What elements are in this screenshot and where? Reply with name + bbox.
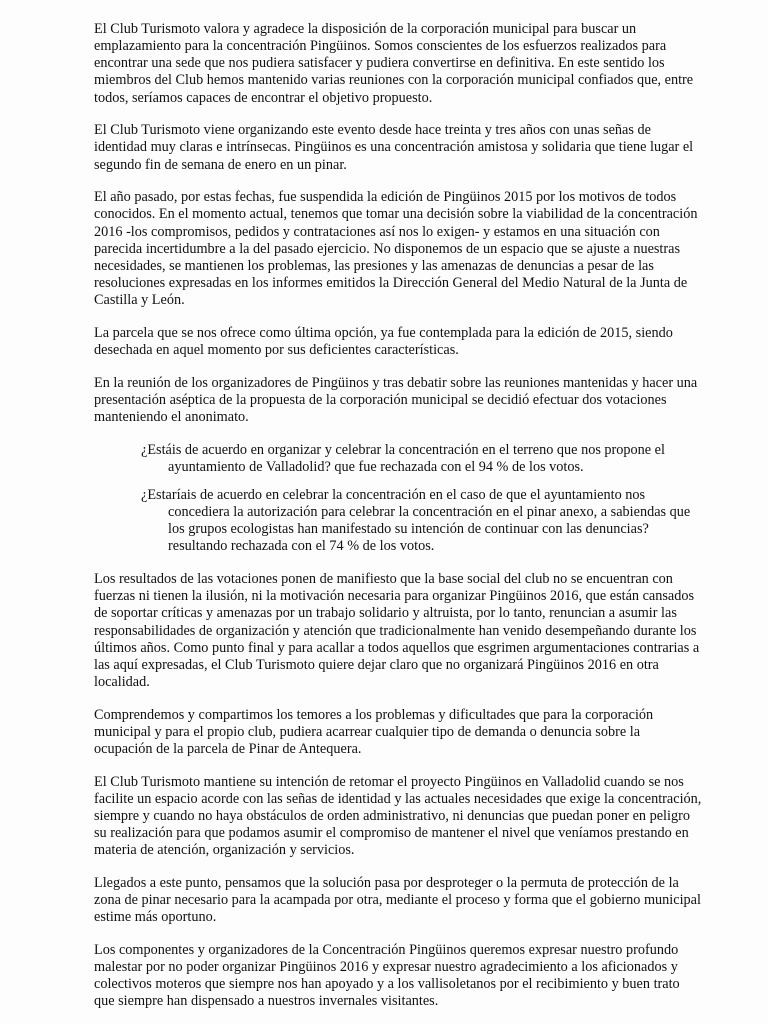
vote-question-2: ¿Estaríais de acuerdo en celebrar la concentración en el caso de que el ayuntamiento nos concediera la autorización para celebrar la concentración en el pinar anexo, a sabiendas que los grupos ecologistas han manifestado su intención de continuar con las denuncias? resultando rechazada con el 74 % de los votos.	[141, 486, 691, 555]
paragraph-vote-results: Los resultados de las votaciones ponen de manifiesto que la base social del club no se encuentran con fuerzas ni tienen la ilusión, ni la motivación necesaria para organizar Pingüinos 2016, que están cansados de soportar críticas y amenazas por un trabajo solidario y altruista, por lo tanto, renuncian a asumir las responsabilidades de organización y atención que tradicionalmente han venido desempeñando durante los últimos años. Como punto final y para acallar a todos aquellos que esgrimen argumentaciones contrarias a las aquí expresadas, el Club Turismoto quiere dejar claro que no organizará Pingüinos 2016 en otra localidad.	[94, 571, 700, 690]
paragraph-closing-thanks: Los componentes y organizadores de la Concentración Pingüinos queremos expresar nuestro profundo malestar por no poder organizar Pingüinos 2016 y expresar nuestro agradecimiento a los aficionados y colectivos moteros que siempre nos han apoyado y a los vallisoletanos por el recibimiento y buen trato que siempre han dispensado a nuestros invernales visitantes.	[94, 941, 680, 1010]
paragraph-shared-concerns: Comprendemos y compartimos los temores a los problemas y dificultades que para la corporación municipal y para el propio club, pudiera acarrear cualquier tipo de demanda o denuncia sobre la ocupación de la parcela de Pinar de Antequera.	[94, 706, 654, 757]
paragraph-proposed-solution: Llegados a este punto, pensamos que la solución pasa por desproteger o la permuta de protección de la zona de pinar necesario para la acampada por otra, mediante el proceso y forma que el gobierno municipal estime más oportuno.	[94, 874, 701, 926]
paragraph-future-intention: El Club Turismoto mantiene su intención de retomar el proyecto Pingüinos en Valladolid cuando se nos facilite un espacio acorde con las señas de identidad y las actuales necesidades que exige la concentración, siempre y cuando no haya obstáculos de orden administrativo, ni denuncias que puedan poner en peligro su realización para que podamos asumir el compromiso de mantener el nivel que veníamos prestando en materia de atención, organización y servicios.	[94, 773, 702, 859]
paragraph-club-history: El Club Turismoto viene organizando este evento desde hace treinta y tres años con unas señas de identidad muy claras e intrínsecas. Pingüinos es una concentración amistosa y solidaria que tiene lugar el segundo fin de semana de enero en un pinar.	[94, 122, 694, 173]
vote-question-1: ¿Estáis de acuerdo en organizar y celebrar la concentración en el terreno que nos propone el ayuntamiento de Valladolid? que fue rechazada con el 94 % de los votos.	[141, 441, 665, 475]
paragraph-gratitude: El Club Turismoto valora y agradece la disposición de la corporación municipal para buscar un emplazamiento para la concentración Pingüinos. Somos conscientes de los esfuerzos realizados para encontrar una sede que nos pudiera satisfacer y pudiera convertirse en definitiva. En este sentido los miembros del Club hemos mantenido varias reuniones con la corporación municipal confiados que, entre todos, seríamos capaces de encontrar el objetivo propuesto.	[94, 21, 694, 106]
paragraph-organizers-meeting: En la reunión de los organizadores de Pingüinos y tras debatir sobre las reuniones mantenidas y hacer una presentación aséptica de la propuesta de la corporación municipal se decidió efectuar dos votaciones manteniendo el anonimato.	[94, 374, 698, 425]
paragraph-parcel-offer: La parcela que se nos ofrece como última opción, ya fue contemplada para la edición de 2015, siendo desechada en aquel momento por sus deficientes características.	[94, 324, 673, 358]
paragraph-2015-suspension: El año pasado, por estas fechas, fue suspendida la edición de Pingüinos 2015 por los motivos de todos conocidos. En el momento actual, tenemos que tomar una decisión sobre la viabilidad de la concentración 2016 -los compromisos, pedidos y contrataciones así nos lo exigen- y estamos en una situación con parecida incertidumbre a la del pasado ejercicio. No disponemos de un espacio que se ajuste a nuestras necesidades, se mantienen los problemas, las presiones y las amenazas de denuncias a pesar de las resoluciones expresadas en los informes emitidos la Dirección General del Medio Natural de la Junta de Castilla y León.	[94, 189, 698, 309]
